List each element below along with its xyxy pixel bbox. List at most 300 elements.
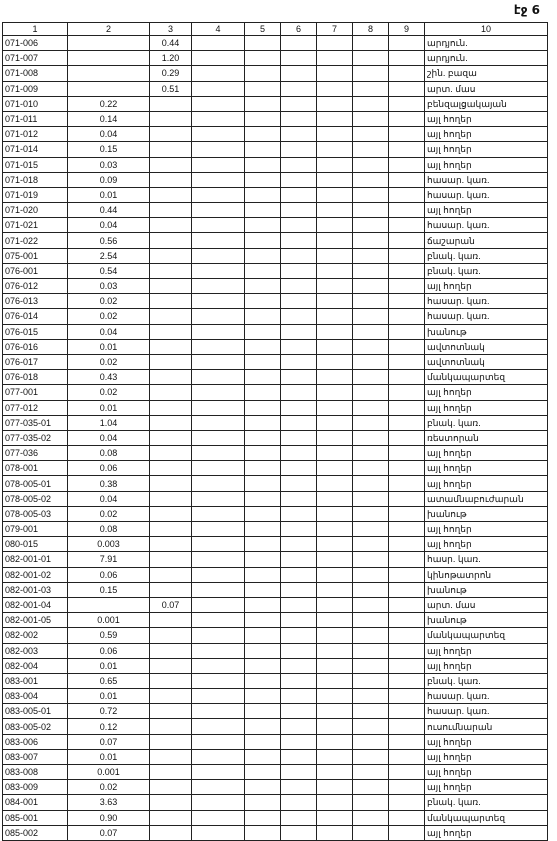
table-cell-col-6 [281,628,317,643]
table-cell-col-2: 0.09 [68,172,150,187]
table-cell-col-1: 080-015 [3,537,68,552]
table-cell-col-3 [150,704,192,719]
column-header-1: 1 [3,23,68,36]
table-cell-col-8 [353,522,389,537]
table-cell-col-1: 076-001 [3,263,68,278]
table-cell-col-8 [353,66,389,81]
table-cell-col-4 [192,400,245,415]
table-cell-col-10: բենզալցակայան [425,96,548,111]
table-cell-col-1: 083-009 [3,780,68,795]
table-cell-col-5 [245,522,281,537]
table-cell-col-10: այլ հողեր [425,476,548,491]
table-cell-col-10: հասար. կառ. [425,187,548,202]
table-cell-col-6 [281,749,317,764]
table-cell-col-6 [281,279,317,294]
table-cell-col-9 [389,765,425,780]
table-cell-col-10: հասար. կառ. [425,172,548,187]
table-cell-col-2: 2.54 [68,248,150,263]
table-cell-col-10: հասր. կառ. [425,552,548,567]
table-cell-col-8 [353,294,389,309]
table-cell-col-7 [317,263,353,278]
table-cell-col-6 [281,719,317,734]
column-header-6: 6 [281,23,317,36]
table-cell-col-10: մանկապարտեզ [425,810,548,825]
table-cell-col-10: ավտոտնակ [425,339,548,354]
table-cell-col-1: 082-001-03 [3,582,68,597]
table-cell-col-2: 0.02 [68,780,150,795]
table-cell-col-3 [150,825,192,840]
table-cell-col-2: 0.72 [68,704,150,719]
table-cell-col-1: 082-003 [3,643,68,658]
table-cell-col-3 [150,522,192,537]
table-cell-col-2: 0.001 [68,613,150,628]
table-cell-col-2: 0.08 [68,446,150,461]
table-cell-col-7 [317,582,353,597]
table-cell-col-2: 0.04 [68,430,150,445]
table-cell-col-8 [353,218,389,233]
table-cell-col-6 [281,370,317,385]
table-cell-col-6 [281,597,317,612]
table-cell-col-6 [281,643,317,658]
table-cell-col-1: 071-010 [3,96,68,111]
table-cell-col-8 [353,749,389,764]
table-cell-col-2: 0.001 [68,765,150,780]
table-cell-col-2: 0.02 [68,506,150,521]
table-cell-col-10: հասար. կառ. [425,294,548,309]
table-cell-col-1: 071-009 [3,81,68,96]
table-row [3,354,548,369]
table-cell-col-4 [192,66,245,81]
table-cell-col-7 [317,643,353,658]
table-cell-col-5 [245,673,281,688]
table-cell-col-2: 0.22 [68,96,150,111]
table-row [3,765,548,780]
table-cell-col-6 [281,506,317,521]
table-cell-col-2: 0.65 [68,673,150,688]
table-cell-col-1: 077-035-01 [3,415,68,430]
table-cell-col-3 [150,795,192,810]
table-cell-col-6 [281,354,317,369]
table-cell-col-7 [317,506,353,521]
table-cell-col-8 [353,734,389,749]
table-cell-col-3 [150,415,192,430]
table-cell-col-6 [281,203,317,218]
table-cell-col-6 [281,127,317,142]
table-cell-col-8 [353,461,389,476]
table-cell-col-6 [281,522,317,537]
table-cell-col-5 [245,203,281,218]
table-cell-col-3 [150,279,192,294]
table-row [3,780,548,795]
table-cell-col-7 [317,673,353,688]
table-row [3,628,548,643]
table-cell-col-6 [281,567,317,582]
table-cell-col-4 [192,309,245,324]
table-cell-col-9 [389,597,425,612]
table-cell-col-8 [353,567,389,582]
table-cell-col-3 [150,719,192,734]
table-cell-col-4 [192,658,245,673]
column-header-8: 8 [353,23,389,36]
table-cell-col-4 [192,582,245,597]
table-cell-col-5 [245,780,281,795]
table-row [3,172,548,187]
table-cell-col-4 [192,506,245,521]
table-cell-col-7 [317,309,353,324]
table-cell-col-9 [389,719,425,734]
table-cell-col-9 [389,233,425,248]
table-cell-col-7 [317,96,353,111]
table-cell-col-10: մանկապարտեզ [425,628,548,643]
table-cell-col-8 [353,248,389,263]
table-cell-col-7 [317,704,353,719]
table-cell-col-8 [353,689,389,704]
table-cell-col-7 [317,415,353,430]
table-cell-col-2: 0.38 [68,476,150,491]
table-row [3,719,548,734]
table-cell-col-9 [389,111,425,126]
table-row [3,248,548,263]
table-cell-col-4 [192,218,245,233]
table-cell-col-6 [281,66,317,81]
table-cell-col-3 [150,613,192,628]
table-cell-col-9 [389,704,425,719]
table-cell-col-10: այլ հողեր [425,157,548,172]
table-cell-col-3 [150,263,192,278]
table-cell-col-2: 0.02 [68,309,150,324]
table-cell-col-4 [192,719,245,734]
table-cell-col-3 [150,491,192,506]
table-row [3,689,548,704]
table-cell-col-8 [353,157,389,172]
table-cell-col-10: հասար. կառ. [425,309,548,324]
table-cell-col-2: 0.15 [68,142,150,157]
table-cell-col-6 [281,385,317,400]
table-row [3,597,548,612]
table-cell-col-10: բնակ. կառ. [425,795,548,810]
table-cell-col-6 [281,51,317,66]
column-header-3: 3 [150,23,192,36]
table-row [3,111,548,126]
table-cell-col-9 [389,613,425,628]
table-cell-col-7 [317,719,353,734]
table-cell-col-10: հասար. կառ. [425,704,548,719]
table-row [3,370,548,385]
table-cell-col-4 [192,825,245,840]
table-cell-col-7 [317,537,353,552]
table-row [3,385,548,400]
table-cell-col-2: 0.04 [68,218,150,233]
table-cell-col-9 [389,446,425,461]
table-cell-col-10: այլ հողեր [425,643,548,658]
table-cell-col-4 [192,749,245,764]
table-cell-col-8 [353,324,389,339]
table-cell-col-5 [245,810,281,825]
table-cell-col-1: 082-001-04 [3,597,68,612]
table-cell-col-6 [281,658,317,673]
table-cell-col-4 [192,248,245,263]
table-cell-col-8 [353,370,389,385]
table-cell-col-9 [389,795,425,810]
table-cell-col-9 [389,96,425,111]
table-cell-col-3 [150,233,192,248]
table-cell-col-9 [389,658,425,673]
table-cell-col-9 [389,537,425,552]
table-cell-col-7 [317,749,353,764]
table-row [3,582,548,597]
column-header-2: 2 [68,23,150,36]
table-cell-col-4 [192,522,245,537]
table-cell-col-1: 082-002 [3,628,68,643]
table-cell-col-7 [317,597,353,612]
table-cell-col-3 [150,142,192,157]
table-cell-col-4 [192,51,245,66]
table-cell-col-4 [192,765,245,780]
table-cell-col-8 [353,643,389,658]
table-cell-col-3 [150,673,192,688]
table-cell-col-3 [150,157,192,172]
table-cell-col-10: այլ հողեր [425,658,548,673]
table-cell-col-9 [389,749,425,764]
table-cell-col-8 [353,491,389,506]
table-cell-col-3 [150,294,192,309]
table-cell-col-1: 071-006 [3,36,68,51]
table-cell-col-9 [389,51,425,66]
table-cell-col-7 [317,400,353,415]
table-cell-col-5 [245,400,281,415]
table-cell-col-6 [281,400,317,415]
table-cell-col-3 [150,385,192,400]
table-cell-col-4 [192,370,245,385]
table-cell-col-2: 0.12 [68,719,150,734]
table-cell-col-1: 079-001 [3,522,68,537]
table-cell-col-3 [150,111,192,126]
table-cell-col-4 [192,415,245,430]
table-cell-col-3 [150,430,192,445]
table-cell-col-1: 085-001 [3,810,68,825]
table-cell-col-6 [281,491,317,506]
table-cell-col-2: 0.04 [68,491,150,506]
table-cell-col-7 [317,825,353,840]
table-row [3,203,548,218]
table-cell-col-1: 083-008 [3,765,68,780]
table-cell-col-4 [192,324,245,339]
table-cell-col-8 [353,810,389,825]
table-cell-col-8 [353,719,389,734]
table-cell-col-9 [389,825,425,840]
table-cell-col-5 [245,233,281,248]
table-cell-col-1: 082-001-05 [3,613,68,628]
table-cell-col-4 [192,111,245,126]
table-cell-col-2: 0.02 [68,385,150,400]
table-cell-col-1: 083-005-01 [3,704,68,719]
table-cell-col-5 [245,339,281,354]
table-cell-col-5 [245,658,281,673]
table-row [3,506,548,521]
table-cell-col-1: 077-001 [3,385,68,400]
table-cell-col-10: կինոթատրոն [425,567,548,582]
table-cell-col-7 [317,370,353,385]
table-cell-col-4 [192,795,245,810]
table-cell-col-9 [389,810,425,825]
table-cell-col-5 [245,567,281,582]
table-row [3,263,548,278]
table-row [3,324,548,339]
table-cell-col-5 [245,734,281,749]
table-row [3,491,548,506]
table-cell-col-4 [192,704,245,719]
table-cell-col-6 [281,461,317,476]
table-cell-col-8 [353,263,389,278]
table-cell-col-7 [317,111,353,126]
table-cell-col-10: այլ հողեր [425,400,548,415]
table-cell-col-7 [317,36,353,51]
table-cell-col-1: 077-036 [3,446,68,461]
table-cell-col-7 [317,795,353,810]
table-cell-col-7 [317,127,353,142]
table-cell-col-6 [281,415,317,430]
table-cell-col-5 [245,491,281,506]
table-cell-col-7 [317,476,353,491]
table-cell-col-1: 083-007 [3,749,68,764]
table-cell-col-2: 0.07 [68,734,150,749]
table-cell-col-5 [245,354,281,369]
table-cell-col-5 [245,324,281,339]
table-cell-col-4 [192,780,245,795]
table-cell-col-2: 0.08 [68,522,150,537]
table-cell-col-9 [389,370,425,385]
table-cell-col-9 [389,309,425,324]
table-cell-col-10: այլ հողեր [425,111,548,126]
table-cell-col-6 [281,810,317,825]
table-cell-col-8 [353,765,389,780]
table-cell-col-4 [192,430,245,445]
table-cell-col-7 [317,66,353,81]
table-cell-col-4 [192,567,245,582]
table-cell-col-3 [150,354,192,369]
table-cell-col-1: 071-019 [3,187,68,202]
table-row [3,673,548,688]
table-cell-col-3 [150,537,192,552]
table-cell-col-6 [281,172,317,187]
table-cell-col-1: 071-018 [3,172,68,187]
header-row [3,23,548,36]
table-cell-col-4 [192,476,245,491]
table-cell-col-9 [389,628,425,643]
table-cell-col-5 [245,309,281,324]
table-cell-col-1: 077-012 [3,400,68,415]
table-cell-col-3 [150,506,192,521]
table-cell-col-8 [353,552,389,567]
table-cell-col-8 [353,309,389,324]
table-cell-col-8 [353,51,389,66]
table-cell-col-10: այլ հողեր [425,385,548,400]
table-cell-col-8 [353,537,389,552]
table-cell-col-5 [245,218,281,233]
table-cell-col-1: 071-015 [3,157,68,172]
table-cell-col-4 [192,810,245,825]
table-cell-col-8 [353,279,389,294]
table-cell-col-1: 076-012 [3,279,68,294]
table-row [3,446,548,461]
table-cell-col-10: այլ հողեր [425,446,548,461]
table-cell-col-9 [389,506,425,521]
table-row [3,704,548,719]
table-cell-col-10: այլ հողեր [425,749,548,764]
table-cell-col-10: խանութ [425,582,548,597]
table-cell-col-2 [68,51,150,66]
table-cell-col-1: 076-016 [3,339,68,354]
table-cell-col-7 [317,552,353,567]
table-cell-col-8 [353,81,389,96]
table-cell-col-2: 0.003 [68,537,150,552]
table-cell-col-9 [389,567,425,582]
table-cell-col-7 [317,734,353,749]
table-cell-col-5 [245,582,281,597]
table-cell-col-4 [192,36,245,51]
table-cell-col-5 [245,111,281,126]
table-cell-col-8 [353,704,389,719]
table-row [3,567,548,582]
table-cell-col-2: 0.01 [68,749,150,764]
table-cell-col-2: 0.04 [68,324,150,339]
table-cell-col-9 [389,81,425,96]
table-cell-col-3: 0.44 [150,36,192,51]
table-cell-col-4 [192,537,245,552]
table-cell-col-1: 083-005-02 [3,719,68,734]
table-cell-col-7 [317,339,353,354]
table-cell-col-7 [317,203,353,218]
table-cell-col-10: բնակ. կառ. [425,248,548,263]
table-cell-col-5 [245,51,281,66]
table-cell-col-4 [192,673,245,688]
table-row [3,127,548,142]
table-cell-col-8 [353,430,389,445]
land-register-table [2,22,548,841]
table-cell-col-9 [389,324,425,339]
table-cell-col-6 [281,582,317,597]
table-cell-col-10: այլ հողեր [425,537,548,552]
table-cell-col-10: ճաշարան [425,233,548,248]
table-cell-col-6 [281,339,317,354]
table-row [3,658,548,673]
column-header-7: 7 [317,23,353,36]
table-cell-col-3 [150,324,192,339]
table-cell-col-4 [192,446,245,461]
table-cell-col-10: այլ հողեր [425,825,548,840]
table-cell-col-3 [150,765,192,780]
table-cell-col-5 [245,537,281,552]
table-cell-col-8 [353,825,389,840]
table-cell-col-5 [245,370,281,385]
table-cell-col-8 [353,795,389,810]
table-cell-col-6 [281,218,317,233]
table-cell-col-2: 0.15 [68,582,150,597]
table-cell-col-4 [192,613,245,628]
table-cell-col-7 [317,491,353,506]
table-row [3,218,548,233]
table-cell-col-5 [245,476,281,491]
table-cell-col-9 [389,430,425,445]
table-row [3,51,548,66]
table-cell-col-7 [317,279,353,294]
table-cell-col-7 [317,172,353,187]
table-cell-col-3 [150,96,192,111]
table-cell-col-4 [192,354,245,369]
table-cell-col-2: 0.03 [68,157,150,172]
table-cell-col-5 [245,81,281,96]
table-row [3,233,548,248]
